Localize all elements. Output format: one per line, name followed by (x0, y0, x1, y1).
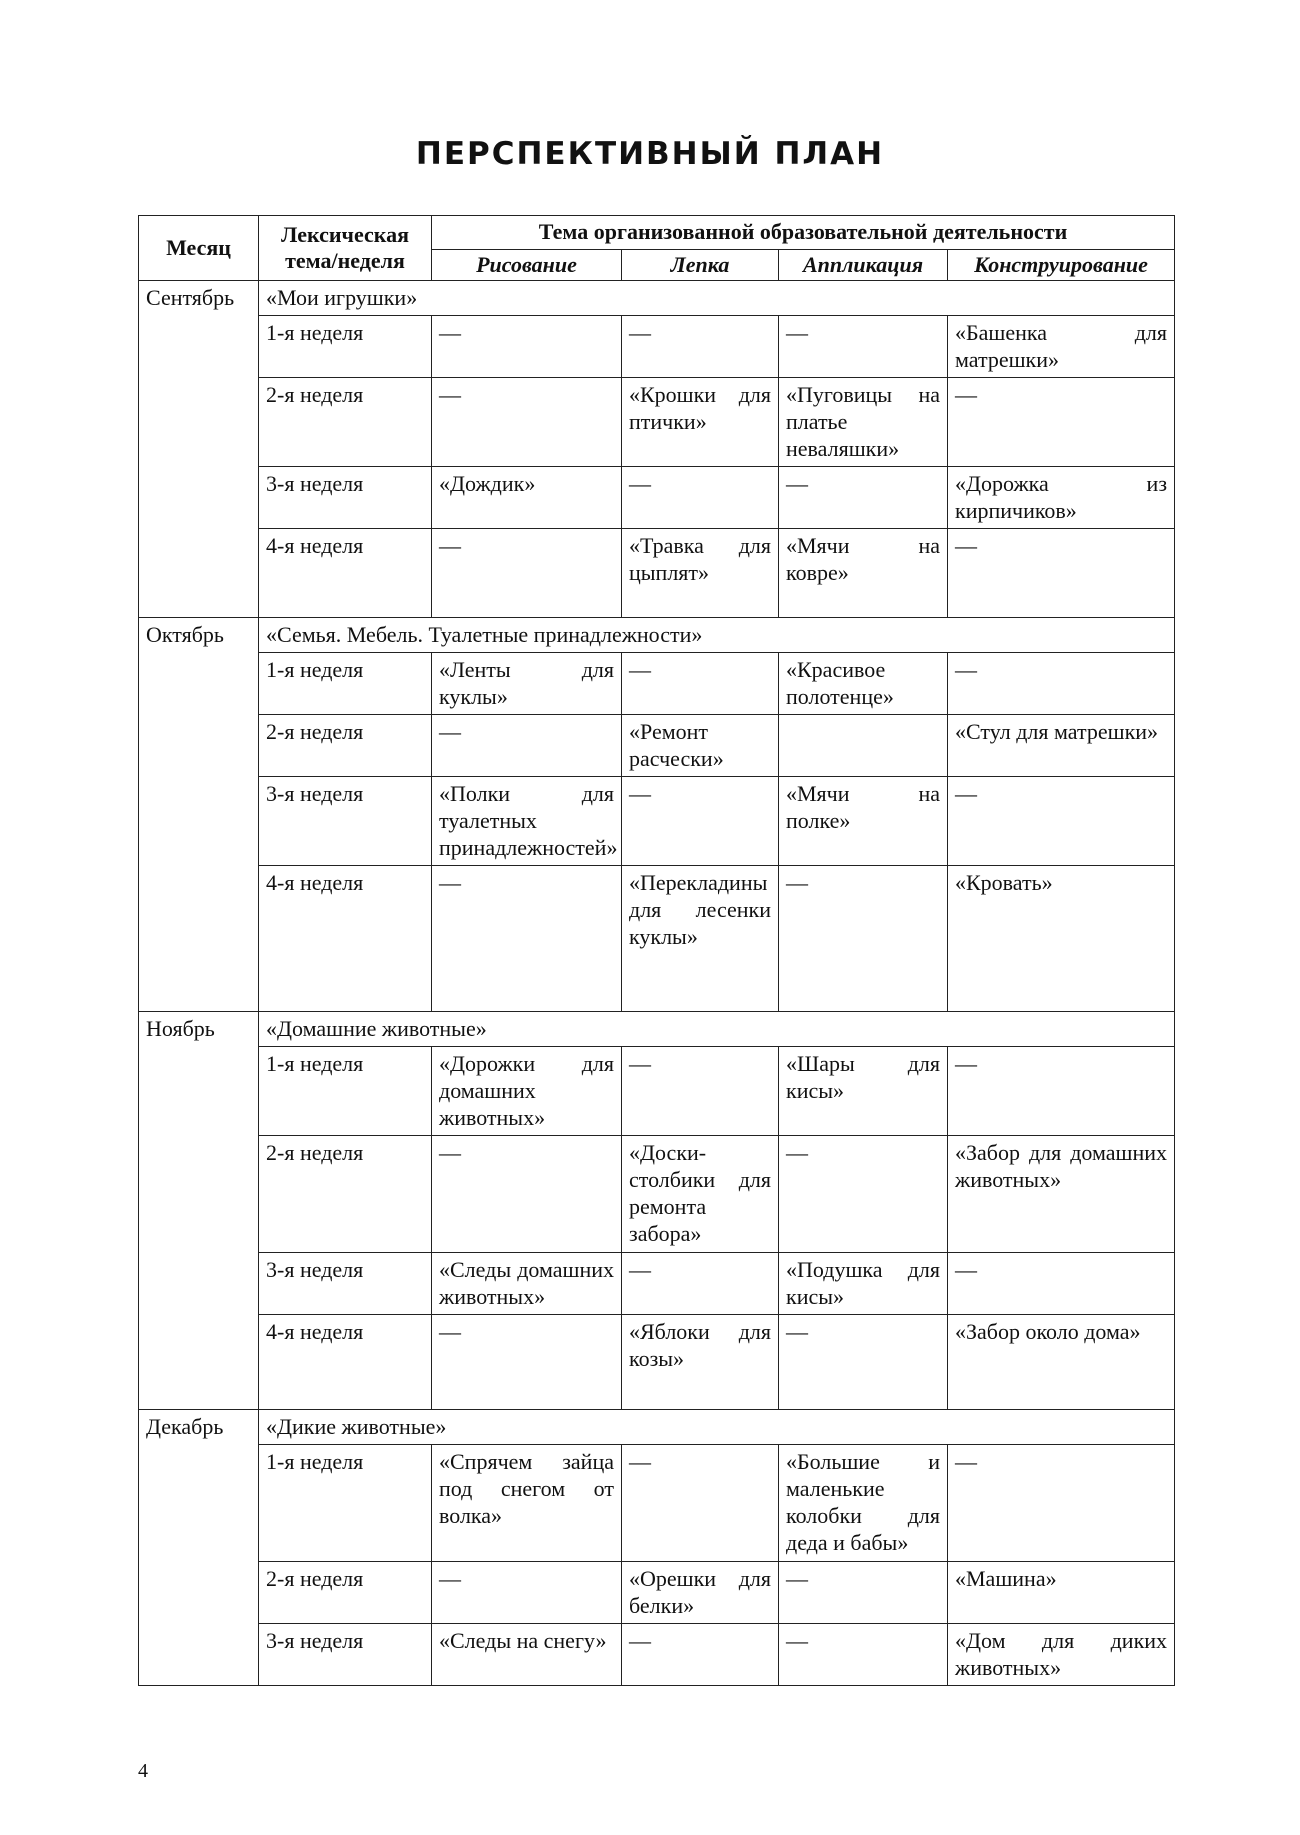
week-row (139, 1253, 1175, 1315)
modeling-cell: «Яблоки для козы» (622, 1315, 779, 1410)
week-row (139, 653, 1175, 715)
applique-cell: «Большие и маленькие колобки для деда и бабы» (779, 1445, 948, 1562)
lexical-theme-cell: «Домашние животные» (259, 1012, 1175, 1047)
applique-cell: — (779, 467, 948, 529)
plan-table-body (139, 281, 1175, 1686)
applique-cell (779, 715, 948, 777)
modeling-cell: «Ремонт расчески» (622, 715, 779, 777)
header-month: Месяц (139, 216, 259, 281)
week-cell: 3-я неделя (259, 1624, 432, 1686)
drawing-cell: «Следы домашних животных» (432, 1253, 622, 1315)
week-cell: 1-я неделя (259, 653, 432, 715)
month-theme-row (139, 1012, 1175, 1047)
construction-cell: — (948, 653, 1175, 715)
header-construction: Конструирование (948, 250, 1175, 281)
week-cell: 1-я неделя (259, 1047, 432, 1136)
drawing-cell: «Следы на снегу» (432, 1624, 622, 1686)
modeling-cell: «Перекладины для лесенки куклы» (622, 866, 779, 1012)
page-number: 4 (138, 1760, 148, 1782)
month-cell: Сентябрь (139, 281, 259, 618)
week-row (139, 529, 1175, 618)
week-row (139, 1047, 1175, 1136)
modeling-cell: «Крошки для птички» (622, 378, 779, 467)
modeling-cell: «Орешки для белки» (622, 1562, 779, 1624)
construction-cell: «Башенка для матрешки» (948, 316, 1175, 378)
construction-cell: «Кровать» (948, 866, 1175, 1012)
header-modeling: Лепка (622, 250, 779, 281)
drawing-cell: «Спрячем зайца под снегом от волка» (432, 1445, 622, 1562)
modeling-cell: — (622, 777, 779, 866)
modeling-cell: — (622, 1445, 779, 1562)
header-lexical-theme: Лексическая тема/неделя (259, 216, 432, 281)
construction-cell: — (948, 777, 1175, 866)
drawing-cell: — (432, 1562, 622, 1624)
construction-cell: «Дом для диких животных» (948, 1624, 1175, 1686)
drawing-cell: — (432, 1315, 622, 1410)
applique-cell: «Мячи на ковре» (779, 529, 948, 618)
applique-cell: — (779, 316, 948, 378)
drawing-cell: «Ленты для куклы» (432, 653, 622, 715)
month-theme-row (139, 618, 1175, 653)
applique-cell: «Подушка для кисы» (779, 1253, 948, 1315)
drawing-cell: — (432, 378, 622, 467)
week-cell: 1-я неделя (259, 316, 432, 378)
week-cell: 3-я неделя (259, 1253, 432, 1315)
construction-cell: — (948, 1253, 1175, 1315)
week-row (139, 1562, 1175, 1624)
modeling-cell: — (622, 653, 779, 715)
week-cell: 3-я неделя (259, 777, 432, 866)
modeling-cell: — (622, 1253, 779, 1315)
week-row (139, 1445, 1175, 1562)
month-cell: Ноябрь (139, 1012, 259, 1410)
drawing-cell: — (432, 715, 622, 777)
week-cell: 3-я неделя (259, 467, 432, 529)
applique-cell: «Шары для кисы» (779, 1047, 948, 1136)
modeling-cell: — (622, 1624, 779, 1686)
week-cell: 4-я неделя (259, 866, 432, 1012)
drawing-cell: — (432, 529, 622, 618)
week-row (139, 777, 1175, 866)
header-activity: Тема организованной образовательной деятельности (432, 216, 1175, 250)
drawing-cell: — (432, 1136, 622, 1253)
applique-cell: — (779, 1624, 948, 1686)
applique-cell: — (779, 1136, 948, 1253)
drawing-cell: — (432, 866, 622, 1012)
construction-cell: «Стул для матрешки» (948, 715, 1175, 777)
week-row (139, 1315, 1175, 1410)
modeling-cell: — (622, 316, 779, 378)
plan-table (138, 215, 1175, 1686)
page-title: ПЕРСПЕКТИВНЫЙ ПЛАН (415, 136, 885, 172)
lexical-theme-cell: «Мои игрушки» (259, 281, 1175, 316)
week-cell: 4-я неделя (259, 529, 432, 618)
applique-cell: — (779, 866, 948, 1012)
construction-cell: — (948, 1445, 1175, 1562)
applique-cell: «Мячи на полке» (779, 777, 948, 866)
applique-cell: — (779, 1315, 948, 1410)
plan-table-header (139, 216, 1175, 281)
month-theme-row (139, 1410, 1175, 1445)
construction-cell: — (948, 1047, 1175, 1136)
drawing-cell: «Дождик» (432, 467, 622, 529)
modeling-cell: «Травка для цыплят» (622, 529, 779, 618)
header-applique: Аппликация (779, 250, 948, 281)
modeling-cell: — (622, 1047, 779, 1136)
week-row (139, 467, 1175, 529)
month-cell: Октябрь (139, 618, 259, 1012)
week-cell: 4-я неделя (259, 1315, 432, 1410)
drawing-cell: «Полки для туалетных принадлежностей» (432, 777, 622, 866)
month-theme-row (139, 281, 1175, 316)
construction-cell: — (948, 529, 1175, 618)
week-cell: 2-я неделя (259, 378, 432, 467)
month-cell: Декабрь (139, 1410, 259, 1686)
construction-cell: — (948, 378, 1175, 467)
week-row (139, 1136, 1175, 1253)
week-cell: 2-я неделя (259, 715, 432, 777)
week-cell: 2-я неделя (259, 1136, 432, 1253)
week-row (139, 316, 1175, 378)
drawing-cell: «Дорожки для домашних животных» (432, 1047, 622, 1136)
lexical-theme-cell: «Дикие животные» (259, 1410, 1175, 1445)
modeling-cell: — (622, 467, 779, 529)
construction-cell: «Дорожка из кирпичиков» (948, 467, 1175, 529)
construction-cell: «Забор около дома» (948, 1315, 1175, 1410)
week-cell: 1-я неделя (259, 1445, 432, 1562)
modeling-cell: «Доски-столбики для ремонта забора» (622, 1136, 779, 1253)
week-row (139, 378, 1175, 467)
construction-cell: «Машина» (948, 1562, 1175, 1624)
applique-cell: «Красивое полотенце» (779, 653, 948, 715)
header-drawing: Рисование (432, 250, 622, 281)
applique-cell: «Пуговицы на платье неваляшки» (779, 378, 948, 467)
construction-cell: «Забор для домашних животных» (948, 1136, 1175, 1253)
applique-cell: — (779, 1562, 948, 1624)
week-row (139, 1624, 1175, 1686)
drawing-cell: — (432, 316, 622, 378)
lexical-theme-cell: «Семья. Мебель. Туалетные принадлежности» (259, 618, 1175, 653)
week-cell: 2-я неделя (259, 1562, 432, 1624)
week-row (139, 866, 1175, 1012)
week-row (139, 715, 1175, 777)
